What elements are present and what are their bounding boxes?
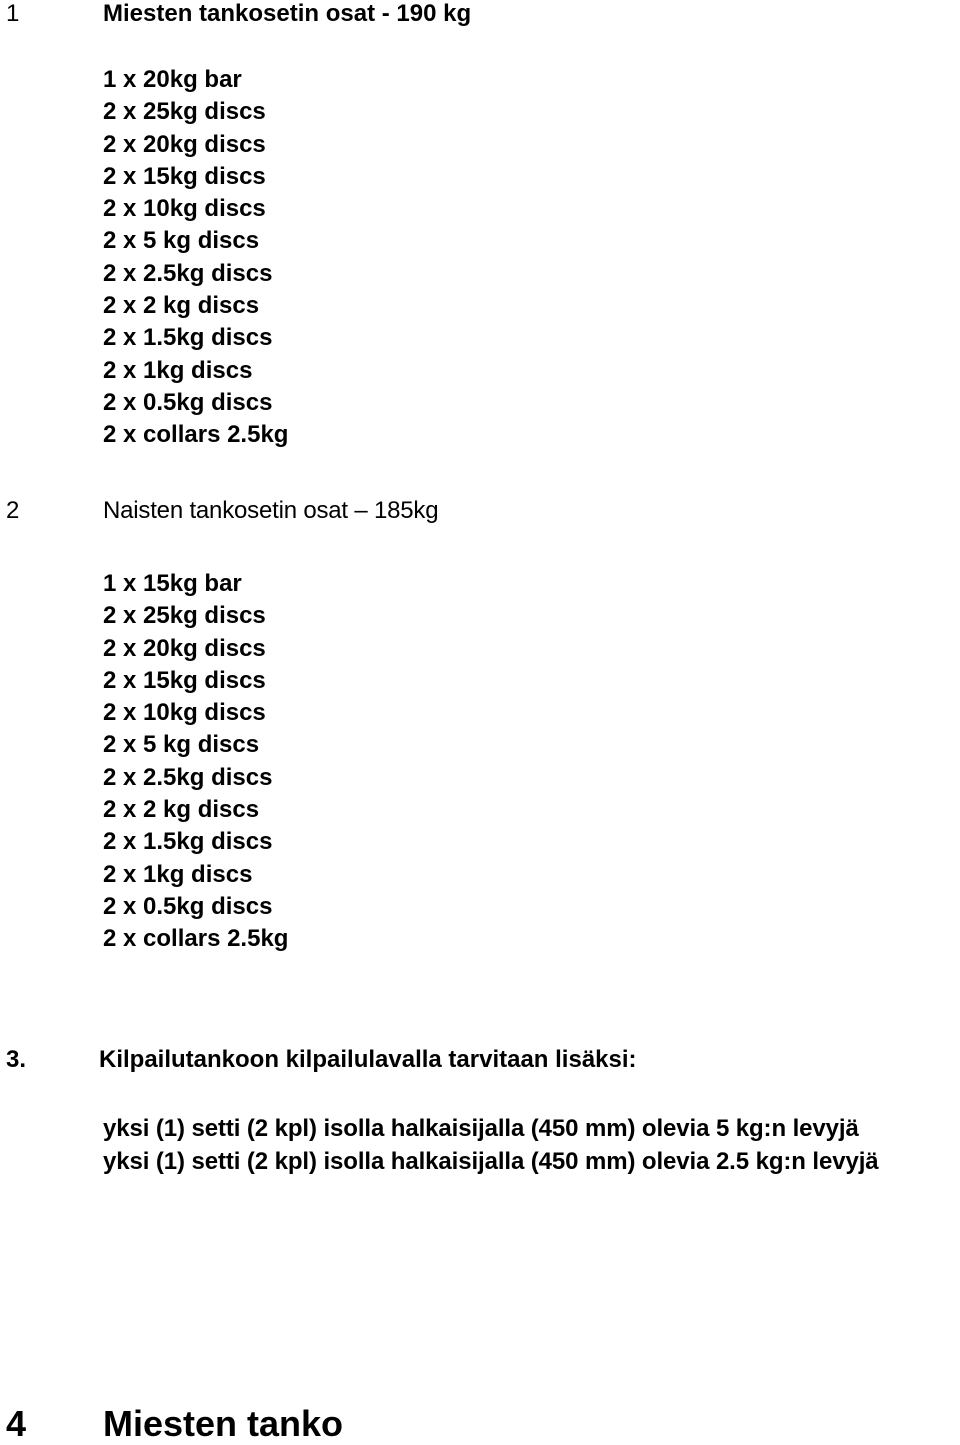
section-3-number: 3. xyxy=(6,1046,27,1073)
list-item: 2 x 15kg discs xyxy=(103,666,266,694)
requirement-line: yksi (1) setti (2 kpl) isolla halkaisijalla (450 mm) olevia 5 kg:n levyjä xyxy=(103,1115,859,1142)
section-1-list xyxy=(103,64,288,452)
section-3-lines xyxy=(103,1112,879,1178)
list-item: 2 x 2.5kg discs xyxy=(103,259,273,287)
list-item: 2 x 1kg discs xyxy=(103,356,253,384)
list-item: 2 x 1.5kg discs xyxy=(103,324,273,352)
list-item: 2 x 20kg discs xyxy=(103,634,266,662)
section-2-title: Naisten tankosetin osat – 185kg xyxy=(103,497,439,524)
list-item: 2 x collars 2.5kg xyxy=(103,925,289,953)
list-item: 2 x 20kg discs xyxy=(103,130,266,158)
section-2-number: 2 xyxy=(6,497,20,524)
list-item: 2 x 1.5kg discs xyxy=(103,828,273,856)
requirement-line: yksi (1) setti (2 kpl) isolla halkaisijalla (450 mm) olevia 2.5 kg:n levyjä xyxy=(103,1148,879,1175)
list-item: 2 x 25kg discs xyxy=(103,602,266,630)
list-item: 2 x 10kg discs xyxy=(103,699,266,727)
list-item: 2 x 1kg discs xyxy=(103,860,253,888)
list-item: 2 x collars 2.5kg xyxy=(103,421,289,449)
list-item: 2 x 5 kg discs xyxy=(103,227,260,255)
section-4-title: Miesten tanko xyxy=(103,1403,344,1444)
list-item: 2 x 2.5kg discs xyxy=(103,763,273,791)
list-item: 2 x 2 kg discs xyxy=(103,292,260,320)
section-1-number: 1 xyxy=(6,0,20,27)
section-3-title: Kilpailutankoon kilpailulavalla tarvitaan lisäksi: xyxy=(99,1046,637,1073)
section-1-title: Miesten tankosetin osat - 190 kg xyxy=(103,0,472,27)
list-item: 2 x 2 kg discs xyxy=(103,796,260,824)
list-item: 2 x 10kg discs xyxy=(103,195,266,223)
list-item: 2 x 5 kg discs xyxy=(103,731,260,759)
list-item: 2 x 0.5kg discs xyxy=(103,892,273,920)
list-item: 1 x 20kg bar xyxy=(103,66,242,93)
section-4-number: 4 xyxy=(6,1403,27,1444)
list-item: 1 x 15kg bar xyxy=(103,570,242,597)
list-item: 2 x 15kg discs xyxy=(103,162,266,190)
list-item: 2 x 0.5kg discs xyxy=(103,388,273,416)
list-item: 2 x 25kg discs xyxy=(103,98,266,126)
section-2-list xyxy=(103,568,288,956)
